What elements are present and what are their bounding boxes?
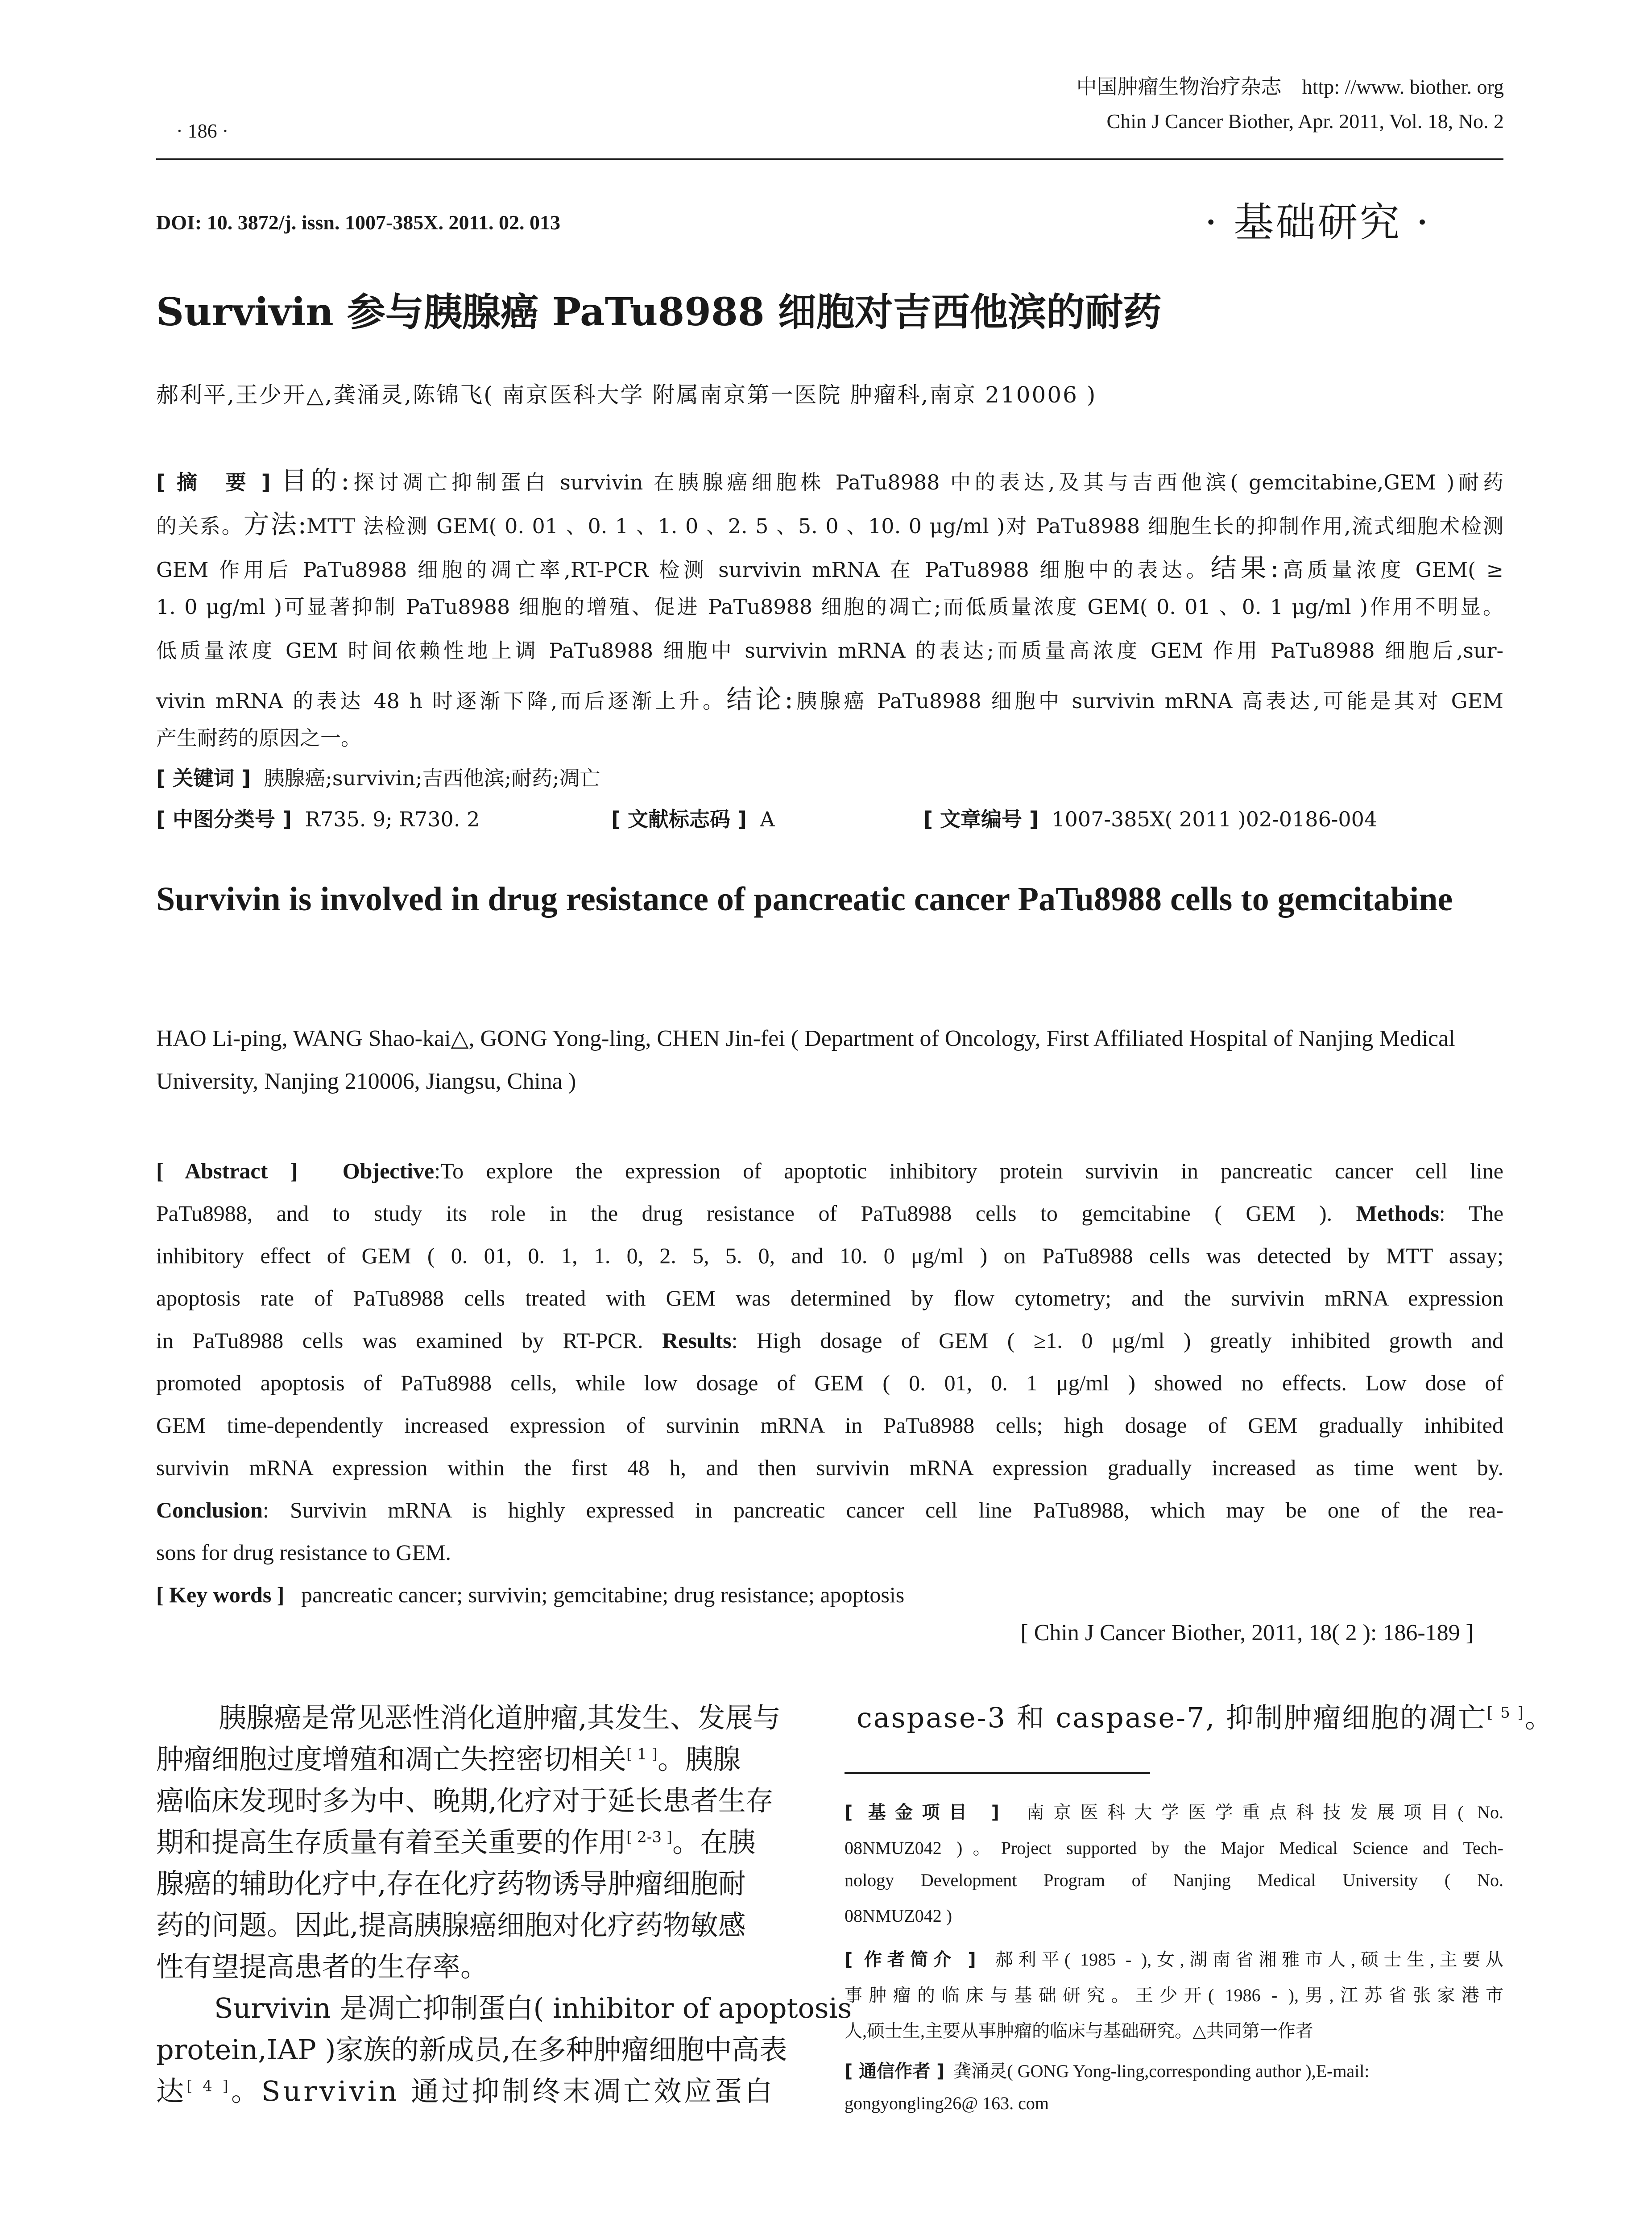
footnote-text: 南京医科大学医学重点科技发展项目( No. [1026, 1802, 1504, 1822]
body-line: 性有望提高患者的生存率。 [156, 1950, 489, 1983]
body-line [156, 2069, 775, 2109]
footnote-rule [845, 1772, 1150, 1774]
body-text: 。 [1524, 1701, 1554, 1734]
corresponding-label: [ 通信作者 ] [845, 2061, 945, 2082]
header-rule [156, 158, 1503, 160]
abstract-cn-line: 产生耐药的原因之一。 [156, 726, 361, 750]
abstract-en-line: sons for drug resistance to GEM. [156, 1540, 451, 1565]
body-line [857, 1696, 1554, 1735]
abstract-cn-label: [ 摘 要 ] [156, 470, 271, 494]
doi: DOI: 10. 3872/j. issn. 1007-385X. 2011. 02. 013 [156, 211, 560, 234]
section-label: · 基础研究 · [1205, 199, 1431, 246]
footnote-line: 人,硕士生,主要从事肿瘤的临床与基础研究。△共同第一作者 [845, 2021, 1313, 2041]
abstract-cn-text: 的关系。 [156, 514, 244, 538]
corresponding-email[interactable]: gongyongling26@ 163. com [845, 2093, 1049, 2113]
footnote-line [845, 1945, 1503, 1971]
clc [156, 803, 480, 833]
keywords-cn [156, 762, 1503, 792]
abstract-cn-line: 低质量浓度 GEM 时间依赖性地上调 PaTu8988 细胞中 survivin mRNA 的表达;而质量高浓度 GEM 作用 PaTu8988 细胞后,sur- [156, 639, 1503, 663]
results-label: Results [662, 1328, 732, 1353]
keywords-cn-value: 胰腺癌;survivin;吉西他滨;耐药;凋亡 [264, 766, 600, 790]
footnote-text: 郝利平( 1985 - ),女,湖南省湘雅市人,硕士生,主要从 [995, 1949, 1504, 1970]
footnote-line: 事肿瘤的临床与基础研究。王少开( 1986 - ),男,江苏省张家港市 [845, 1985, 1503, 2005]
body-text: 。在胰 [672, 1826, 756, 1858]
abstract-cn-conclusion-heading: 结论: [726, 684, 793, 714]
body-line: 胰腺癌是常见恶性消化道肿瘤,其发生、发展与 [219, 1701, 781, 1734]
footnote-line: 08NMUZ042 )。Project supported by the Major Medical Science and Tech- [845, 1838, 1503, 1858]
footnote-text: 龚涌灵( GONG Yong-ling,corresponding author ),E-mail: [953, 2061, 1370, 2081]
reference-2-3[interactable]: [ 2-3 ] [626, 1828, 673, 1846]
abstract-en-text: in PaTu8988 cells was examined by RT-PCR. [156, 1328, 643, 1353]
abstract-cn-line: 1. 0 μg/ml )可显著抑制 PaTu8988 细胞的增殖、促进 PaTu8988 细胞的凋亡;而低质量浓度 GEM( 0. 01 、0. 1 μg/ml )作用不明显。 [156, 595, 1503, 619]
author-info-label: [ 作者简介 ] [845, 1949, 976, 1970]
article-number-label: [ 文章编号 ] [923, 807, 1039, 831]
abstract-cn-text: GEM 作用后 PaTu8988 细胞的凋亡率,RT-PCR 检测 survivin mRNA 在 PaTu8988 细胞中的表达。 [156, 558, 1211, 582]
body-line: 腺癌的辅助化疗中,存在化疗药物诱导肿瘤细胞耐 [156, 1867, 746, 1900]
abstract-cn-text: vivin mRNA 的表达 48 h 时逐渐下降,而后逐渐上升。 [156, 689, 727, 713]
body-text: caspase-3 和 caspase-7, 抑制肿瘤细胞的凋亡 [857, 1701, 1487, 1734]
abstract-cn-line [156, 503, 1503, 541]
body-line: 癌临床发现时多为中、晚期,化疗对于延长患者生存 [156, 1784, 774, 1817]
body-line: protein,IAP )家族的新成员,在多种肿瘤细胞中高表 [156, 2033, 787, 2066]
journal-name-cn: 中国肿瘤生物治疗杂志 http: //www. biother. org [1076, 75, 1504, 98]
abstract-en-line: GEM time-dependently increased expression of survinin mRNA in PaTu8988 cells; high dosage of GEM gradually inhibited [156, 1413, 1503, 1438]
body-line [156, 1820, 755, 1860]
abstract-en-text: : Survivin mRNA is highly expressed in pancreatic cancer cell line PaTu8988, which may be one of the rea- [262, 1497, 1503, 1522]
body-line: Survivin 是凋亡抑制蛋白( inhibitor of apoptosis [214, 1992, 852, 2024]
body-text: 。Survivin 通过抑制终末凋亡效应蛋白 [231, 2075, 775, 2107]
clc-label: [ 中图分类号 ] [156, 807, 292, 831]
footnote-line: 08NMUZ042 ) [845, 1906, 952, 1926]
keywords-cn-label: [ 关键词 ] [156, 766, 251, 790]
abstract-en-line [156, 1497, 1503, 1523]
article-number [923, 803, 1377, 833]
fund-label: [ 基金项目 ] [845, 1802, 999, 1823]
body-text: 期和提高生存质量有着至关重要的作用 [156, 1826, 627, 1858]
abstract-cn-objective-heading: 目的: [281, 465, 350, 496]
abstract-cn-text: MTT 法检测 GEM( 0. 01 、0. 1 、1. 0 、2. 5 、5. 0 、10. 0 μg/ml )对 PaTu8988 细胞生长的抑制作用,流式细胞术检测 [306, 514, 1503, 538]
authors-cn: 郝利平,王少开△,龚涌灵,陈锦飞( 南京医科大学 附属南京第一医院 肿瘤科,南京 210006 ) [156, 382, 1097, 408]
abstract-en-line [156, 1200, 1503, 1226]
citation: [ Chin J Cancer Biother, 2011, 18( 2 ): 186-189 ] [1020, 1620, 1474, 1646]
reference-1[interactable]: [ 1 ] [626, 1745, 658, 1763]
body-text: 肿瘤细胞过度增殖和凋亡失控密切相关 [156, 1743, 627, 1775]
journal-name-en: Chin J Cancer Biother, Apr. 2011, Vol. 18, No. 2 [1106, 110, 1504, 133]
abstract-en-text: : High dosage of GEM ( ≥1. 0 μg/ml ) greatly inhibited growth and [731, 1328, 1503, 1353]
abstract-en-line: promoted apoptosis of PaTu8988 cells, while low dosage of GEM ( 0. 01, 0. 1 μg/ml ) showed no effects. Low dose of [156, 1370, 1503, 1395]
abstract-en-line: apoptosis rate of PaTu8988 cells treated with GEM was determined by flow cytometry; and the survivin mRNA expression [156, 1286, 1503, 1310]
body-line [156, 1737, 741, 1777]
abstract-en-label: [ Abstract ] [156, 1158, 298, 1183]
abstract-cn-text: 高质量浓度 GEM( ≥ [1279, 558, 1503, 582]
body-line: 药的问题。因此,提高胰腺癌细胞对化疗药物敏感 [156, 1909, 746, 1941]
footnote-line [845, 2057, 1503, 2082]
page-number: · 186 · [176, 120, 229, 142]
methods-label: Methods [1356, 1201, 1439, 1226]
clc-value: R735. 9; R730. 2 [305, 807, 480, 831]
abstract-en-line: survivin mRNA expression within the first 48 h, and then survivin mRNA expression gradually increased as time went by. [156, 1455, 1503, 1480]
article-number-value: 1007-385X( 2011 )02-0186-004 [1052, 807, 1378, 831]
body-text: 。胰腺 [657, 1743, 741, 1775]
keywords-en [156, 1582, 1503, 1608]
doc-code-label: [ 文献标志码 ] [611, 807, 747, 831]
abstract-en-text: PaTu8988, and to study its role in the drug resistance of PaTu8988 cells to gemcitabine ( GEM ). [156, 1201, 1333, 1226]
footnote-line [845, 1798, 1503, 1824]
abstract-en-text: : The [1439, 1201, 1504, 1226]
doc-code [611, 803, 775, 833]
abstract-cn-line [156, 678, 1503, 716]
abstract-cn-line [156, 547, 1503, 585]
keywords-en-value: pancreatic cancer; survivin; gemcitabine; drug resistance; apoptosis [301, 1582, 905, 1607]
reference-5[interactable]: [ 5 ] [1486, 1704, 1525, 1722]
abstract-cn-method-heading: 方法: [243, 509, 307, 539]
abstract-en-line [156, 1158, 1503, 1184]
conclusion-label: Conclusion [156, 1497, 263, 1522]
authors-en: HAO Li-ping, WANG Shao-kai△, GONG Yong-ling, CHEN Jin-fei ( Department of Oncology, First Affiliated Hospital of Nanjing Medical University, Nanjing 210006, Jiangsu, China ) [156, 1026, 1455, 1094]
footnote-line: nology Development Program of Nanjing Medical University ( No. [845, 1870, 1503, 1890]
body-text: 达 [156, 2075, 187, 2107]
abstract-en-text: :To explore the expression of apoptotic inhibitory protein survivin in pancreatic cancer cell line [434, 1158, 1504, 1183]
objective-label: Objective [342, 1158, 435, 1183]
doc-code-value: A [760, 807, 775, 831]
title-cn: Survivin 参与胰腺癌 PaTu8988 细胞对吉西他滨的耐药 [156, 290, 1162, 335]
abstract-cn-text: 探讨凋亡抑制蛋白 survivin 在胰腺癌细胞株 PaTu8988 中的表达,及其与吉西他滨( gemcitabine,GEM )耐药 [349, 470, 1504, 494]
abstract-cn-result-heading: 结果: [1210, 553, 1279, 583]
keywords-en-label: [ Key words ] [156, 1582, 285, 1607]
title-en: Survivin is involved in drug resistance of pancreatic cancer PaTu8988 cells to gemcitabine [156, 880, 1453, 918]
abstract-en-line [156, 1327, 1503, 1353]
reference-4[interactable]: [ 4 ] [186, 2077, 231, 2095]
abstract-en-line: inhibitory effect of GEM ( 0. 01, 0. 1, 1. 0, 2. 5, 5. 0, and 10. 0 μg/ml ) on PaTu8988 cells was detected by MTT assay; [156, 1243, 1503, 1268]
abstract-cn-text: 胰腺癌 PaTu8988 细胞中 survivin mRNA 高表达,可能是其对 GEM [793, 689, 1503, 713]
abstract-cn-line [156, 460, 1503, 497]
